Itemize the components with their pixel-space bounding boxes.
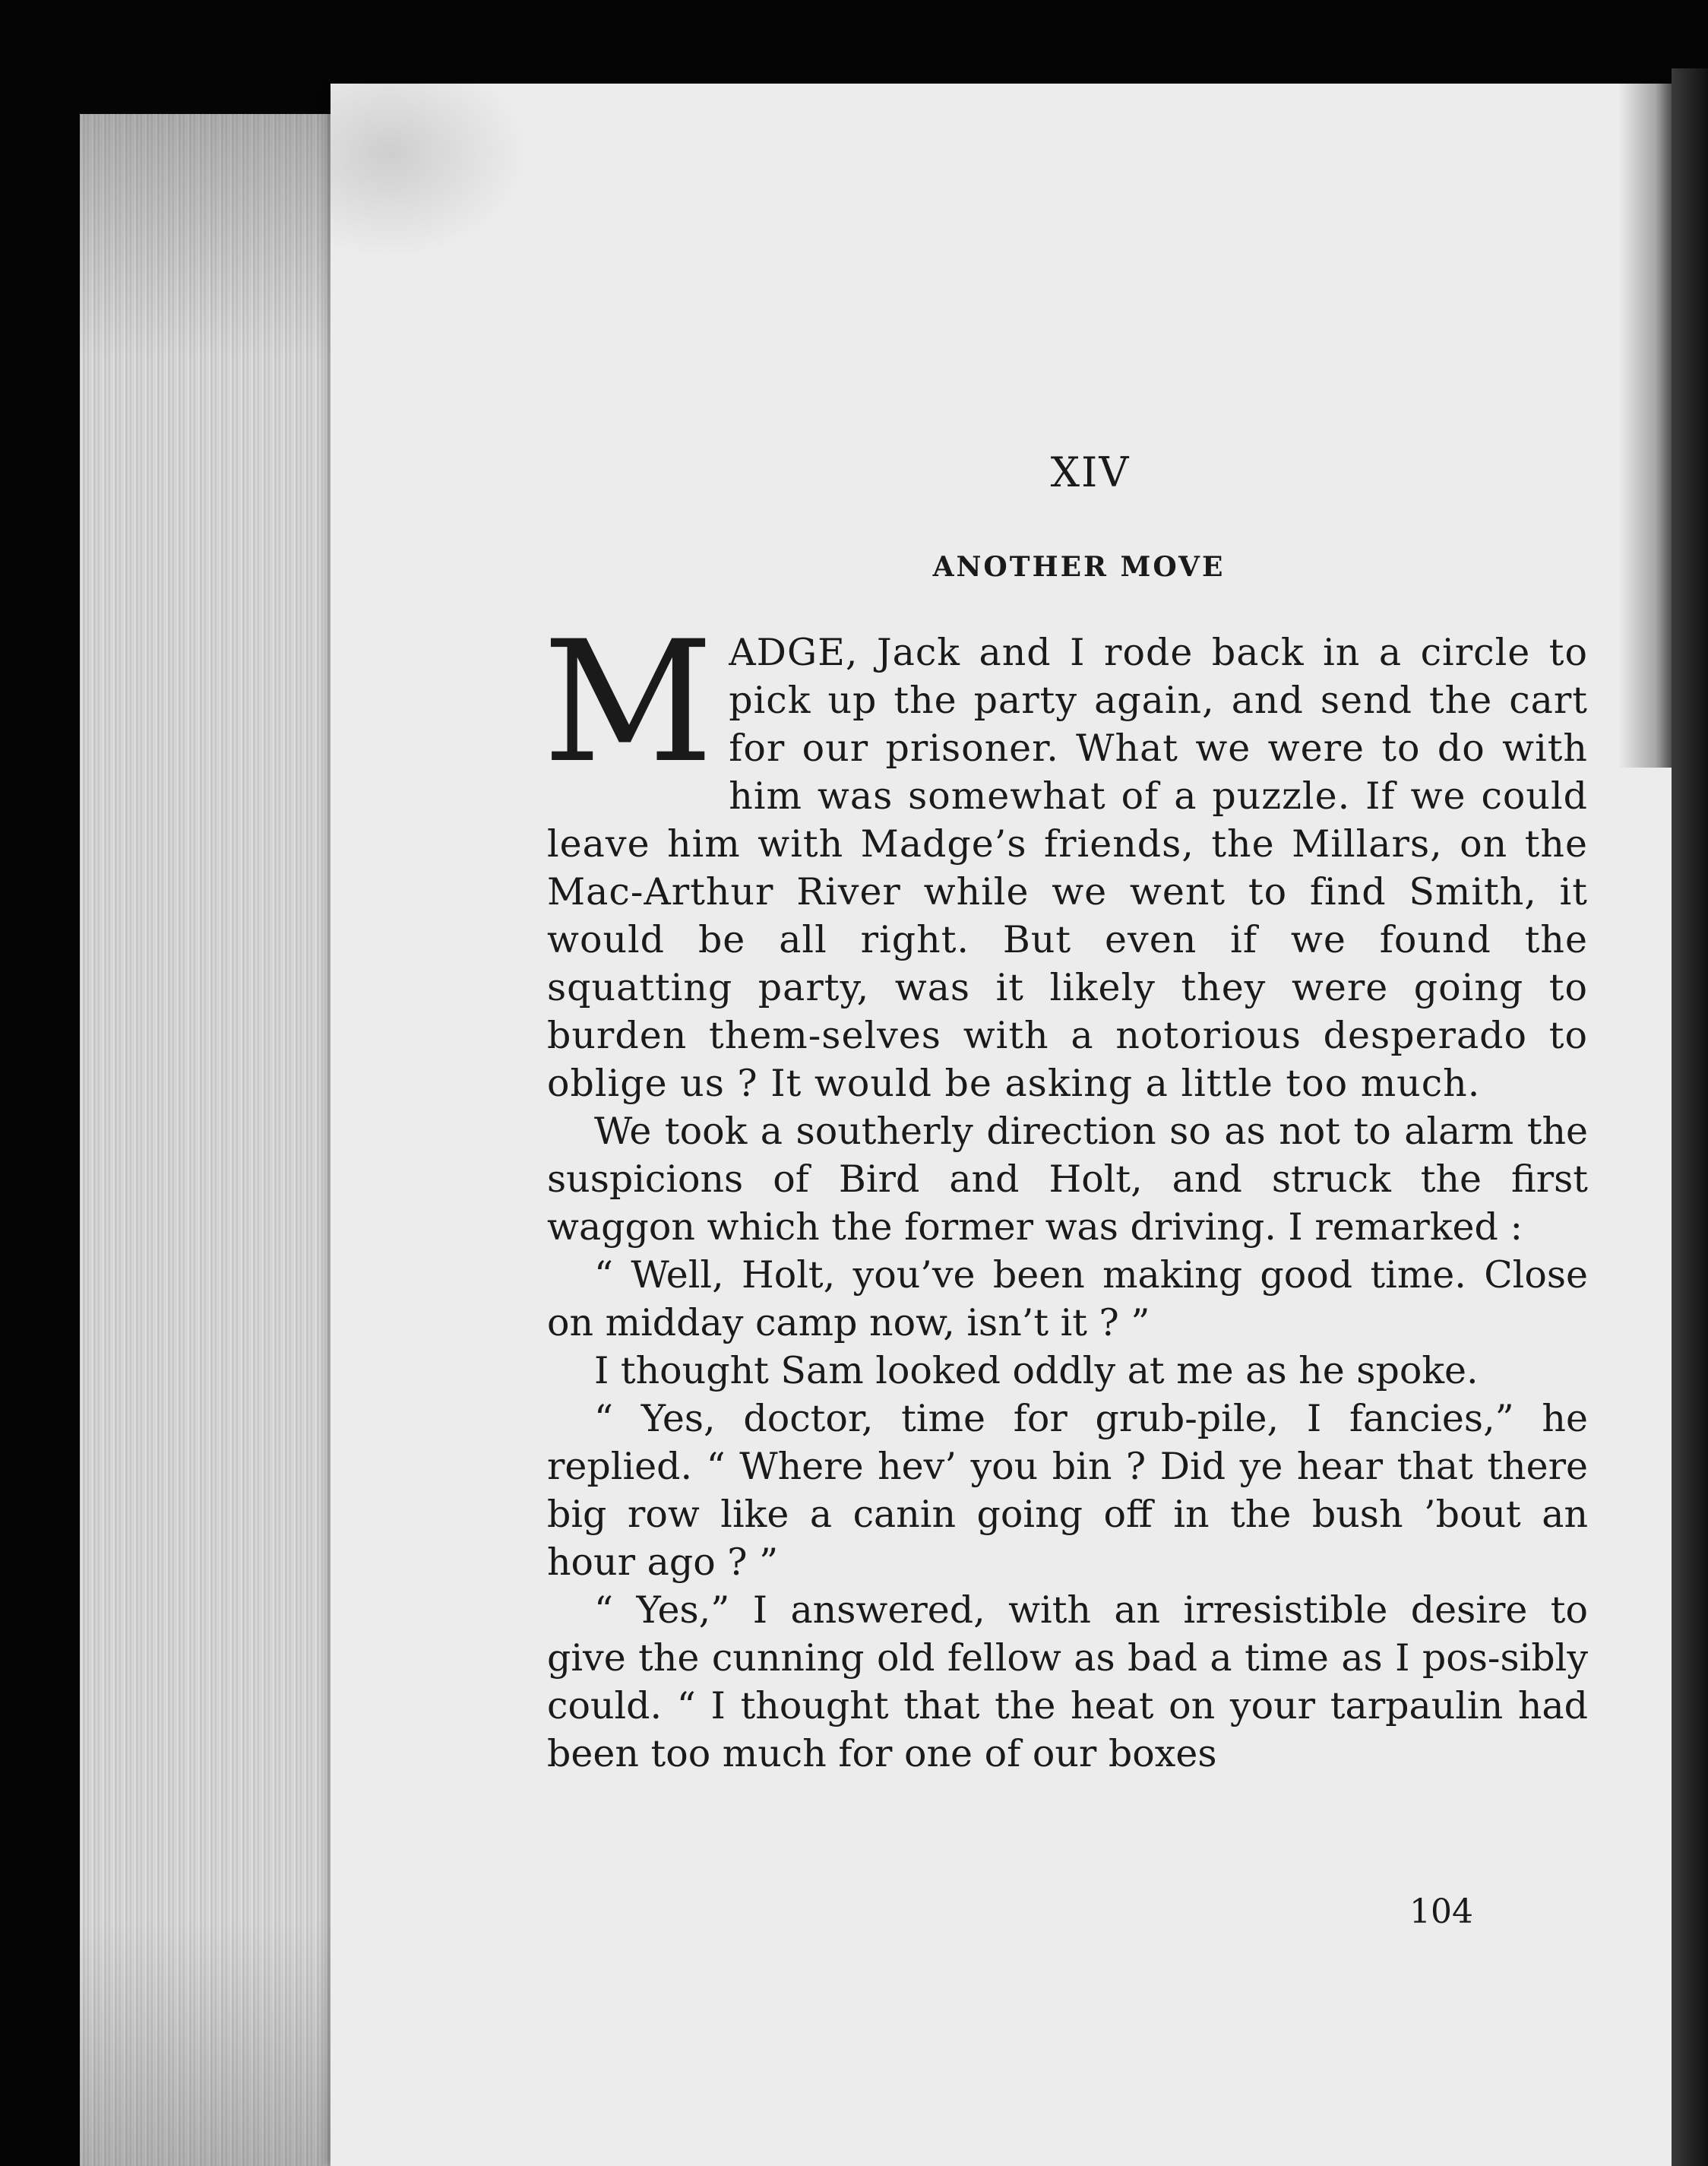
- drop-cap: M: [542, 605, 714, 800]
- body-text: [542, 605, 1588, 1778]
- chapter-number: XIV: [1050, 448, 1131, 496]
- binding-shadow: [1672, 68, 1708, 2166]
- page-number: 104: [1409, 1892, 1473, 1931]
- page-stack-edges: [80, 114, 338, 2166]
- paragraph-1-text: ADGE, Jack and I rode back in a circle to pick up the party again, and send the cart for our prisoner. What we were to do with him was somewhat of a puzzle. If we could leave him with Madge’s friends, the Millars, on the Mac-Arthur River while we went to find Smith, it would be all right. But even if we found the squatting party, was it likely they were going to burden them-selves with a notorious desperado to oblige us ? It would be asking a little too much.: [547, 631, 1588, 1105]
- paragraph: We took a southerly direction so as not to alarm the suspicions of Bird and Holt, and struck the first waggon which the former was driving. I remarked :: [547, 1110, 1588, 1249]
- paragraph: “ Yes,” I answered, with an irresistible desire to give the cunning old fellow as bad a time as I pos-sibly could. “ I thought that the heat on your tarpaulin had been too much for one of our boxes: [547, 1588, 1588, 1775]
- chapter-title: ANOTHER MOVE: [932, 551, 1226, 583]
- page-content: [542, 448, 1588, 1778]
- paragraph: I thought Sam looked oddly at me as he spoke.: [594, 1349, 1479, 1392]
- paragraph-1: [542, 605, 1588, 1107]
- paragraph: “ Yes, doctor, time for grub-pile, I fancies,” he replied. “ Where hev’ you bin ? Did ye hear that there big row like a canin going off in the bush ’bout an hour ago ? ”: [547, 1397, 1588, 1584]
- paragraph: “ Well, Holt, you’ve been making good time. Close on midday camp now, isn’t it ? ”: [547, 1253, 1588, 1344]
